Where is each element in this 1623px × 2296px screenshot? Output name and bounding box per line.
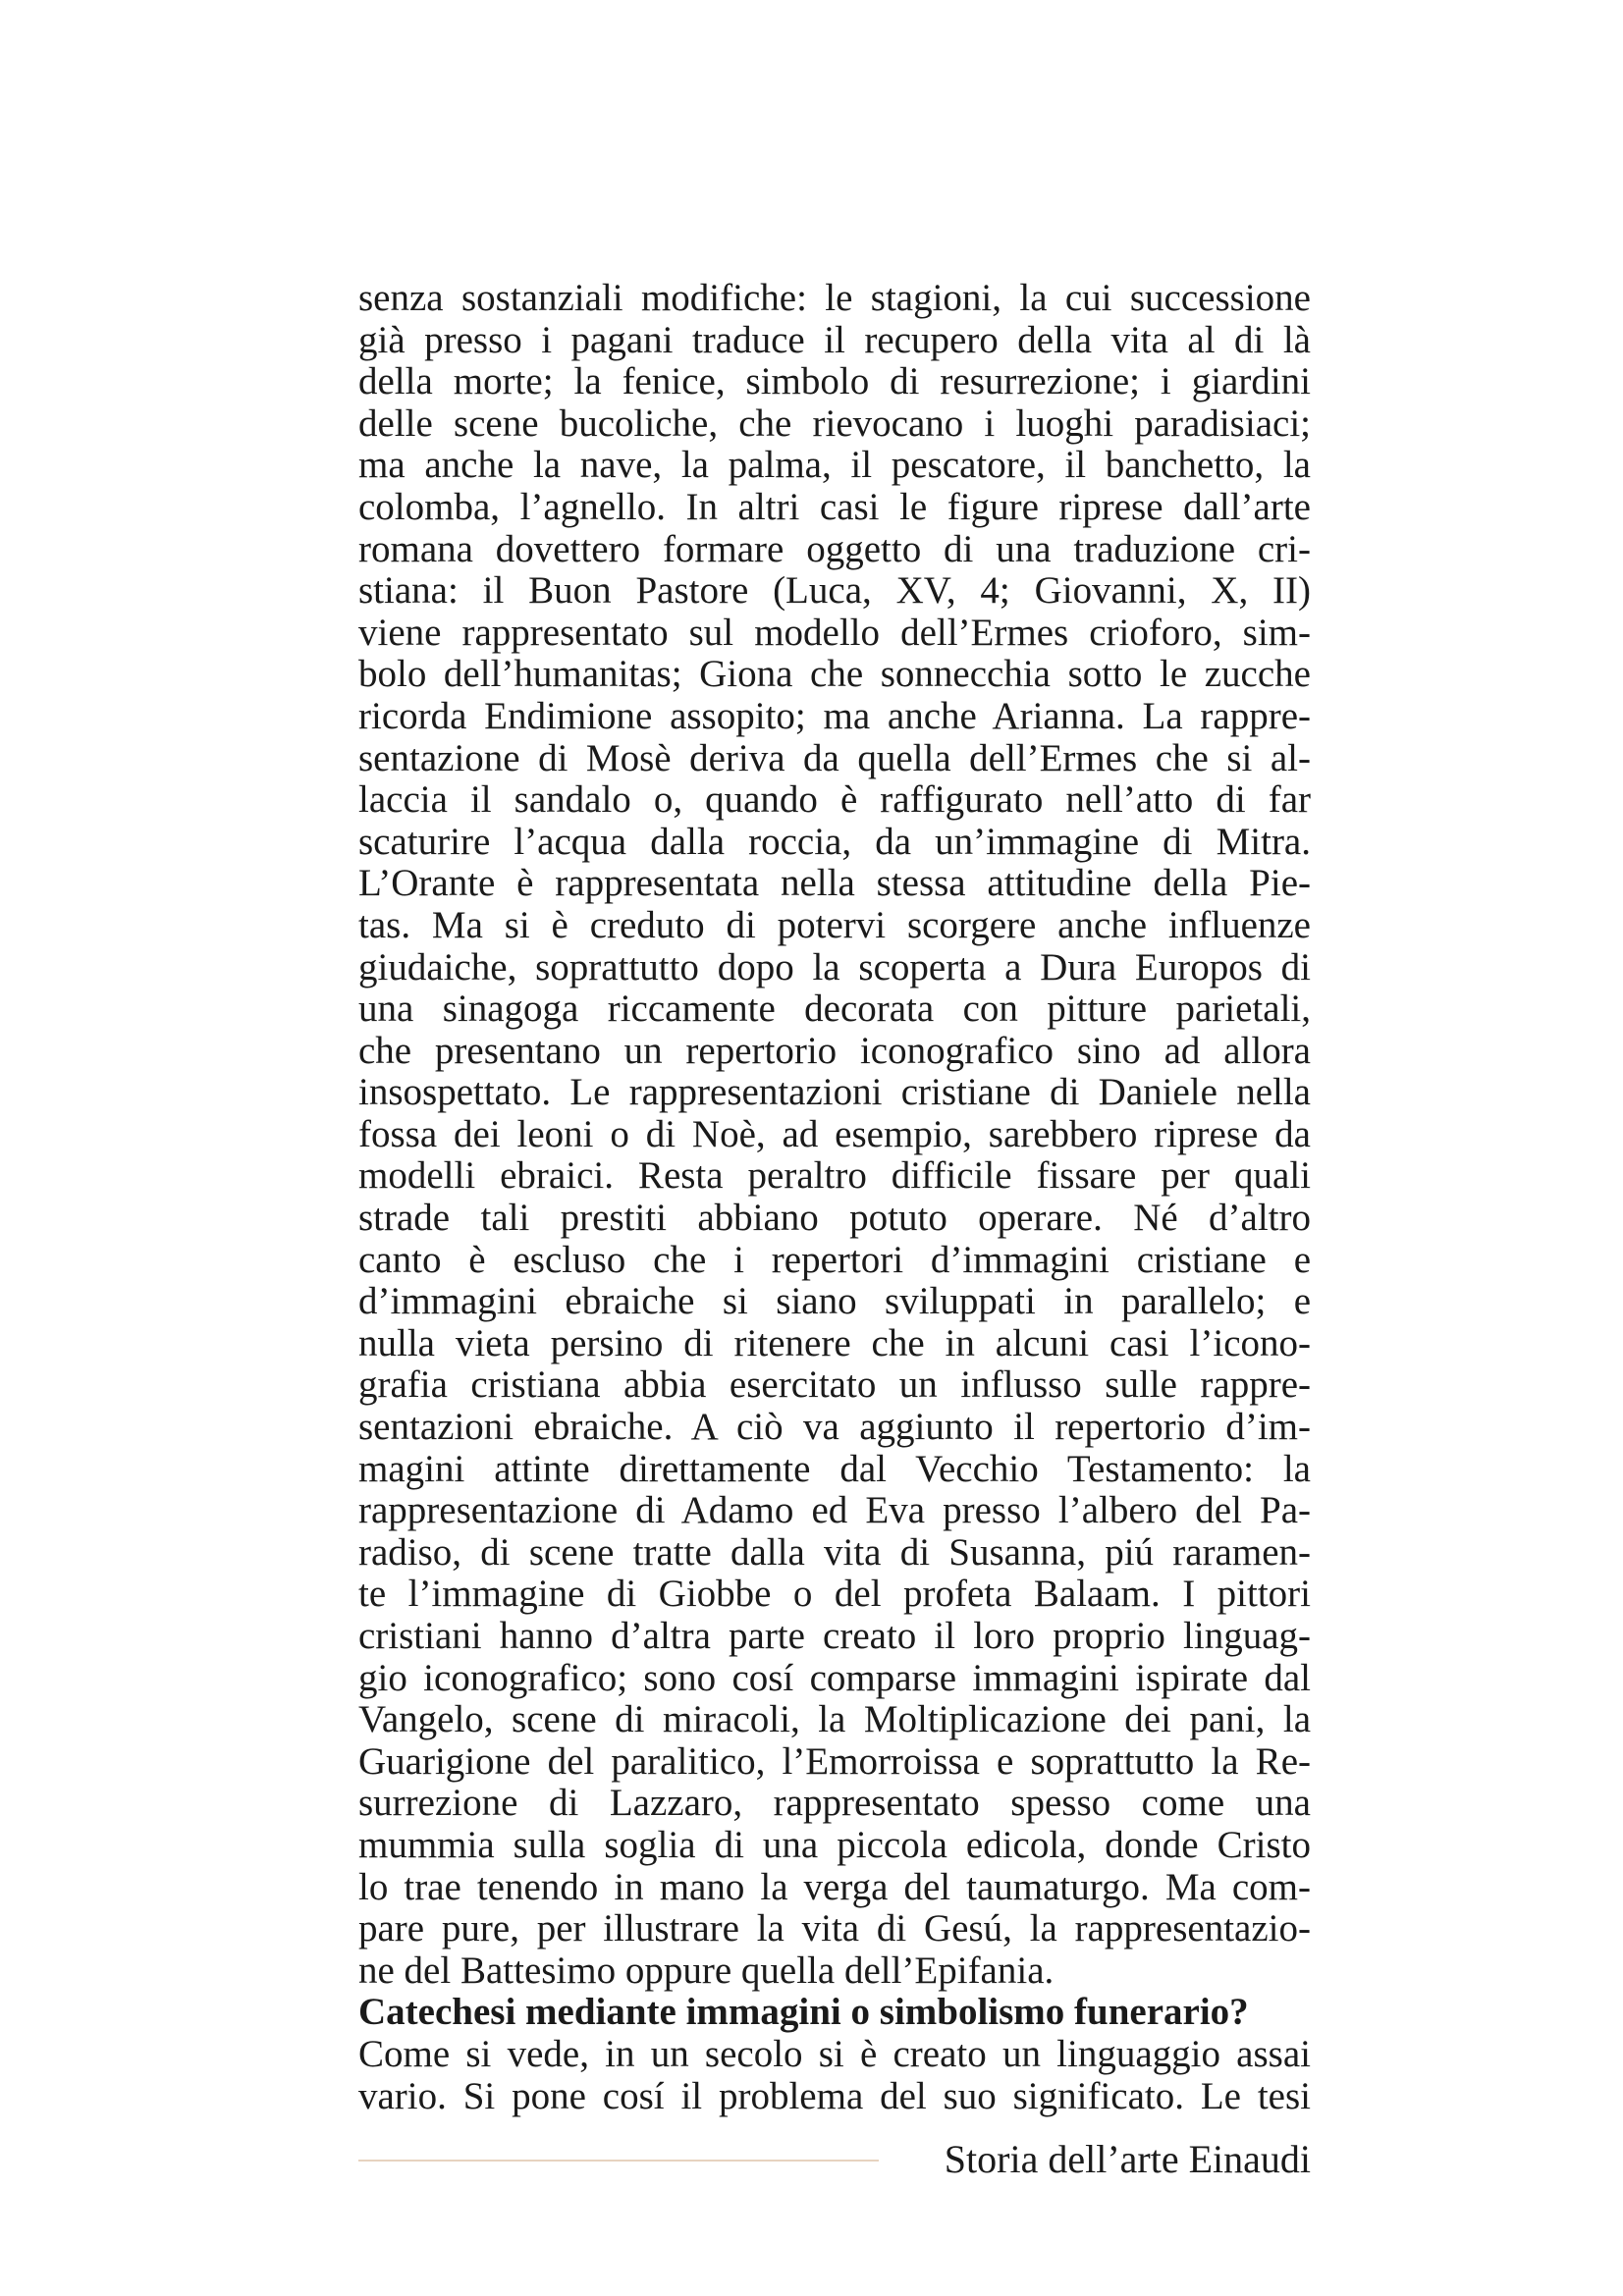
- text-line: giudaiche, soprattutto dopo la scoperta a Dura Europos di: [358, 945, 1311, 988]
- text-line: romana dovettero formare oggetto di una traduzione cri-: [358, 527, 1311, 570]
- text-line: delle scene bucoliche, che rievocano i luoghi paradisiaci;: [358, 401, 1311, 445]
- footer-divider: [358, 2160, 879, 2162]
- text-line: strade tali prestiti abbiano potuto operare. Né d’altro: [358, 1197, 1311, 1240]
- text-line: cristiani hanno d’altra parte creato il loro proprio linguag-: [358, 1615, 1311, 1657]
- text-line: gio iconografico; sono cosí comparse immagini ispirate dal: [358, 1656, 1311, 1699]
- text-line: radiso, di scene tratte dalla vita di Susanna, piú raramen-: [358, 1530, 1311, 1574]
- text-line: vario. Si pone cosí il problema del suo significato. Le tesi: [358, 2074, 1311, 2117]
- text-line: Guarigione del paralitico, l’Emorroissa e soprattutto la Re-: [358, 1739, 1311, 1783]
- text-line: che presentano un repertorio iconografico sino ad allora: [358, 1029, 1311, 1072]
- text-line: viene rappresentato sul modello dell’Ermes crioforo, sim-: [358, 611, 1311, 654]
- text-line: L’Orante è rappresentata nella stessa attitudine della Pie-: [358, 862, 1311, 905]
- text-line: te l’immagine di Giobbe o del profeta Balaam. I pittori: [358, 1573, 1311, 1616]
- body-text: [358, 278, 1311, 2117]
- text-line: nulla vieta persino di ritenere che in alcuni casi l’icono-: [358, 1321, 1311, 1364]
- text-line: colomba, l’agnello. In altri casi le figure riprese dall’arte: [358, 485, 1311, 528]
- text-line: laccia il sandalo o, quando è raffigurato nell’atto di far: [358, 778, 1311, 822]
- text-line: rappresentazione di Adamo ed Eva presso l’albero del Pa-: [358, 1489, 1311, 1532]
- text-line: Come si vede, in un secolo si è creato un linguaggio assai: [358, 2032, 1311, 2075]
- section-heading: Catechesi mediante immagini o simbolismo funerario?: [358, 1991, 1249, 2034]
- text-line: stiana: il Buon Pastore (Luca, XV, 4; Giovanni, X, II): [358, 569, 1311, 613]
- text-line: canto è escluso che i repertori d’immagini cristiane e: [358, 1238, 1311, 1281]
- text-line: ma anche la nave, la palma, il pescatore, il banchetto, la: [358, 444, 1311, 487]
- text-line: tas. Ma si è creduto di potervi scorgere anche influenze: [358, 903, 1311, 946]
- text-line: una sinagoga riccamente decorata con pitture parietali,: [358, 988, 1311, 1031]
- text-line: modelli ebraici. Resta peraltro difficile fissare per quali: [358, 1154, 1311, 1198]
- text-line: ricorda Endimione assopito; ma anche Arianna. La rappre-: [358, 694, 1311, 737]
- text-line: già presso i pagani traduce il recupero della vita al di là: [358, 318, 1311, 361]
- text-line: insospettato. Le rappresentazioni cristiane di Daniele nella: [358, 1071, 1311, 1114]
- text-line: senza sostanziali modifiche: le stagioni, la cui successione: [358, 277, 1311, 319]
- text-line: pare pure, per illustrare la vita di Gesú, la rappresentazio-: [358, 1907, 1311, 1950]
- text-line: fossa dei leoni o di Noè, ad esempio, sarebbero riprese da: [358, 1112, 1311, 1155]
- text-line: grafia cristiana abbia esercitato un influsso sulle rappre-: [358, 1363, 1311, 1407]
- text-line: sentazioni ebraiche. A ciò va aggiunto il repertorio d’im-: [358, 1406, 1311, 1449]
- text-line: della morte; la fenice, simbolo di resurrezione; i giardini: [358, 360, 1311, 403]
- text-line: magini attinte direttamente dal Vecchio Testamento: la: [358, 1447, 1311, 1490]
- footer-series-title: Storia dell’arte Einaudi: [944, 2137, 1311, 2181]
- text-line: lo trae tenendo in mano la verga del taumaturgo. Ma com-: [358, 1865, 1311, 1908]
- text-line: mummia sulla soglia di una piccola edicola, donde Cristo: [358, 1823, 1311, 1866]
- text-line: scaturire l’acqua dalla roccia, da un’immagine di Mitra.: [358, 820, 1311, 863]
- text-line: d’immagini ebraiche si siano sviluppati in parallelo; e: [358, 1280, 1311, 1323]
- text-line: ne del Battesimo oppure quella dell’Epifania.: [358, 1949, 1055, 1992]
- text-line: sentazione di Mosè deriva da quella dell’Ermes che si al-: [358, 736, 1311, 779]
- text-line: Vangelo, scene di miracoli, la Moltiplicazione dei pani, la: [358, 1698, 1311, 1741]
- text-line: bolo dell’humanitas; Giona che sonnecchia sotto le zucche: [358, 653, 1311, 696]
- text-line: surrezione di Lazzaro, rappresentato spesso come una: [358, 1782, 1311, 1825]
